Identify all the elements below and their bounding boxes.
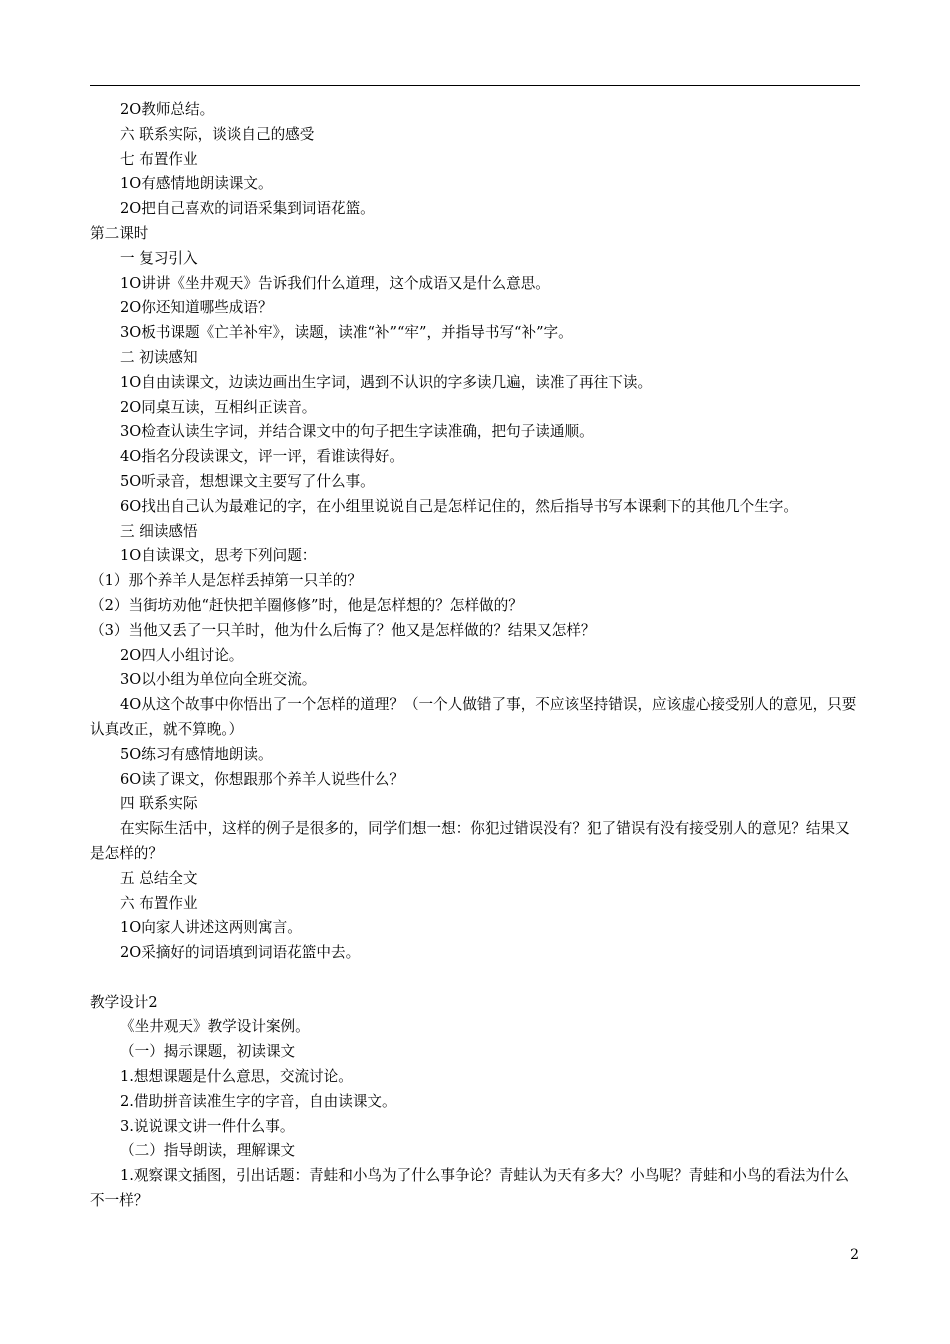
text-line: （3）当他又丢了一只羊时，他为什么后悔了？他又是怎样做的？结果又怎样？ [90, 621, 596, 639]
text-line: 1О自由读课文，边读边画出生字词，遇到不认识的字多读几遍，读准了再往下读。 [120, 373, 653, 391]
text-line: 六 联系实际，谈谈自己的感受 [120, 125, 315, 143]
text-line: 1О自读课文，思考下列问题： [120, 547, 317, 565]
text-line: 1О讲讲《坐井观天》告诉我们什么道理，这个成语又是什么意思。 [120, 274, 550, 292]
text-line: 三 细读感悟 [120, 522, 198, 540]
text-line: 一 复习引入 [120, 249, 198, 267]
text-line: 五 总结全文 [120, 869, 198, 887]
text-line: （一）揭示课题，初读课文 [120, 1043, 296, 1061]
text-line: 1.想想课题是什么意思，交流讨论。 [120, 1068, 353, 1086]
text-line: 3О检查认读生字词，并结合课文中的句子把生字读准确，把句子读通顺。 [120, 423, 594, 441]
text-line: 《坐井观天》教学设计案例。 [120, 1018, 310, 1036]
text-line: 2О教师总结。 [120, 101, 215, 118]
text-line: 2О同桌互读，互相纠正读音。 [120, 398, 317, 416]
text-line: 1.观察课文插图，引出话题：青蛙和小鸟为了什么事争论？青蛙认为天有多大？小鸟呢？青蛙和小鸟的看法为什么不一样？ [90, 1167, 850, 1210]
text-line: 六 布置作业 [120, 894, 198, 912]
text-line: （1）那个养羊人是怎样丢掉第一只羊的？ [90, 572, 362, 590]
text-line: 1О向家人讲述这两则寓言。 [120, 919, 302, 937]
text-line: 2О四人小组讨论。 [120, 646, 244, 664]
blank-line [90, 966, 860, 991]
document-body [90, 98, 860, 1214]
text-line: 2.借助拼音读准生字的字音，自由读课文。 [120, 1092, 397, 1110]
text-line: 3О板书课题《亡羊补牢》，读题，读准“补”“牢”，并指导书写“补”字。 [120, 324, 573, 342]
text-line: 第二课时 [90, 224, 149, 242]
text-line: 3О以小组为单位向全班交流。 [120, 671, 317, 689]
text-line: （2）当街坊劝他“赶快把羊圈修修”时，他是怎样想的？怎样做的？ [90, 596, 523, 614]
text-line: 2О把自己喜欢的词语采集到词语花篮。 [120, 200, 375, 218]
text-line: 5О听录音，想想课文主要写了什么事。 [120, 472, 375, 490]
text-line: （二）指导朗读，理解课文 [120, 1142, 296, 1160]
page-number: 2 [850, 1247, 859, 1263]
text-line: 1О有感情地朗读课文。 [120, 175, 273, 193]
header-rule [90, 85, 860, 86]
text-line: 6О读了课文，你想跟那个养羊人说些什么？ [120, 770, 404, 788]
text-line: 2О采摘好的词语填到词语花篮中去。 [120, 944, 361, 962]
text-line: 4О指名分段读课文，评一评，看谁读得好。 [120, 448, 404, 466]
text-line: 5О练习有感情地朗读。 [120, 745, 273, 763]
text-line: 6О找出自己认为最难记的字，在小组里说说自己是怎样记住的，然后指导书写本课剩下的其他几个生字。 [120, 497, 798, 515]
text-line: 在实际生活中，这样的例子是很多的，同学们想一想：你犯过错误没有？犯了错误有没有接受别人的意见？结果又是怎样的？ [90, 820, 850, 862]
text-line: 3.说说课文讲一件什么事。 [120, 1117, 295, 1135]
text-line: 4О从这个故事中你悟出了一个怎样的道理？（一个人做错了事，不应该坚持错误，应该虚心接受别人的意见，只要认真改正，就不算晚。） [90, 696, 857, 738]
text-line: 七 布置作业 [120, 150, 198, 168]
text-line: 教学设计2 [90, 993, 158, 1011]
text-line: 二 初读感知 [120, 348, 198, 366]
text-line: 2О你还知道哪些成语？ [120, 299, 273, 317]
text-line: 四 联系实际 [120, 795, 198, 813]
